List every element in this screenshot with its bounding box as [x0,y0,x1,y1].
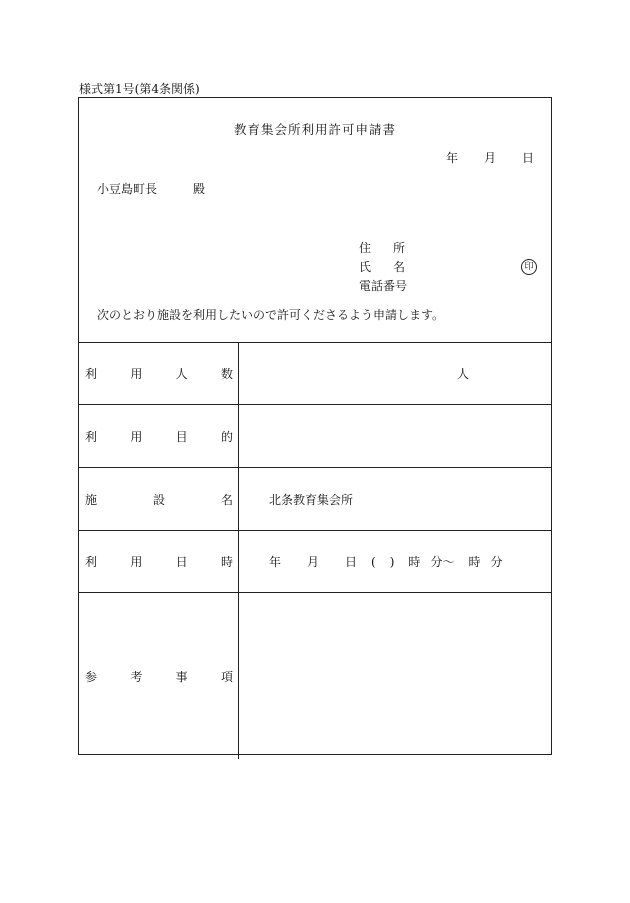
phone-label: 電話番号 [359,279,408,293]
datetime-field[interactable] [239,531,551,592]
detail-table [79,342,551,759]
purpose-label: 利 用 目 的 [79,405,239,467]
dt-day: 日 [345,555,358,569]
table-row-purpose [79,405,551,468]
name-label: 氏 名 [359,260,405,274]
date-year: 年 [445,151,458,165]
seal-mark: 印 [521,259,537,275]
facility-label: 施 設 名 [79,468,239,530]
dt-month: 月 [307,555,320,569]
dt-year: 年 [269,555,282,569]
persons-label: 利 用 人 数 [79,342,239,404]
addressee-honorific: 殿 [193,182,206,196]
facility-field[interactable] [239,468,551,530]
form-number: 様式第1号(第4条関係) [79,82,200,96]
address-row [359,239,539,258]
addressee [97,180,205,197]
persons-field[interactable] [239,342,551,404]
phone-row [359,277,539,296]
dt-end-hour: 時 [468,555,481,569]
datetime-label: 利 用 日 時 [79,531,239,592]
name-row [359,258,539,277]
dt-end-minute: 分 [490,555,503,569]
form-header [79,98,551,343]
table-row-facility [79,468,551,531]
request-statement: 次のとおり施設を利用したいので許可くださるよう申請します。 [97,308,445,322]
datetime-parts [269,553,502,570]
form-title: 教育集会所利用許可申請書 [233,122,396,137]
persons-unit: 人 [457,366,470,381]
table-row-persons [79,342,551,405]
notes-label: 参 考 事 項 [79,593,239,759]
dt-paren-close: ) [389,554,395,569]
dt-start-minute: 分〜 [430,555,455,569]
application-form [78,97,552,755]
facility-name: 北条教育集会所 [269,492,354,507]
date-line [446,149,534,166]
dt-start-hour: 時 [408,555,421,569]
date-month: 月 [483,151,496,165]
table-row-datetime [79,531,551,593]
applicant-block [359,239,539,296]
date-day: 日 [521,151,534,165]
table-row-notes [79,593,551,759]
dt-paren-open: ( [371,554,376,569]
address-label: 住 所 [359,241,405,255]
purpose-field[interactable] [239,405,551,467]
notes-field[interactable] [239,593,551,759]
addressee-name: 小豆島町長 [97,182,158,196]
